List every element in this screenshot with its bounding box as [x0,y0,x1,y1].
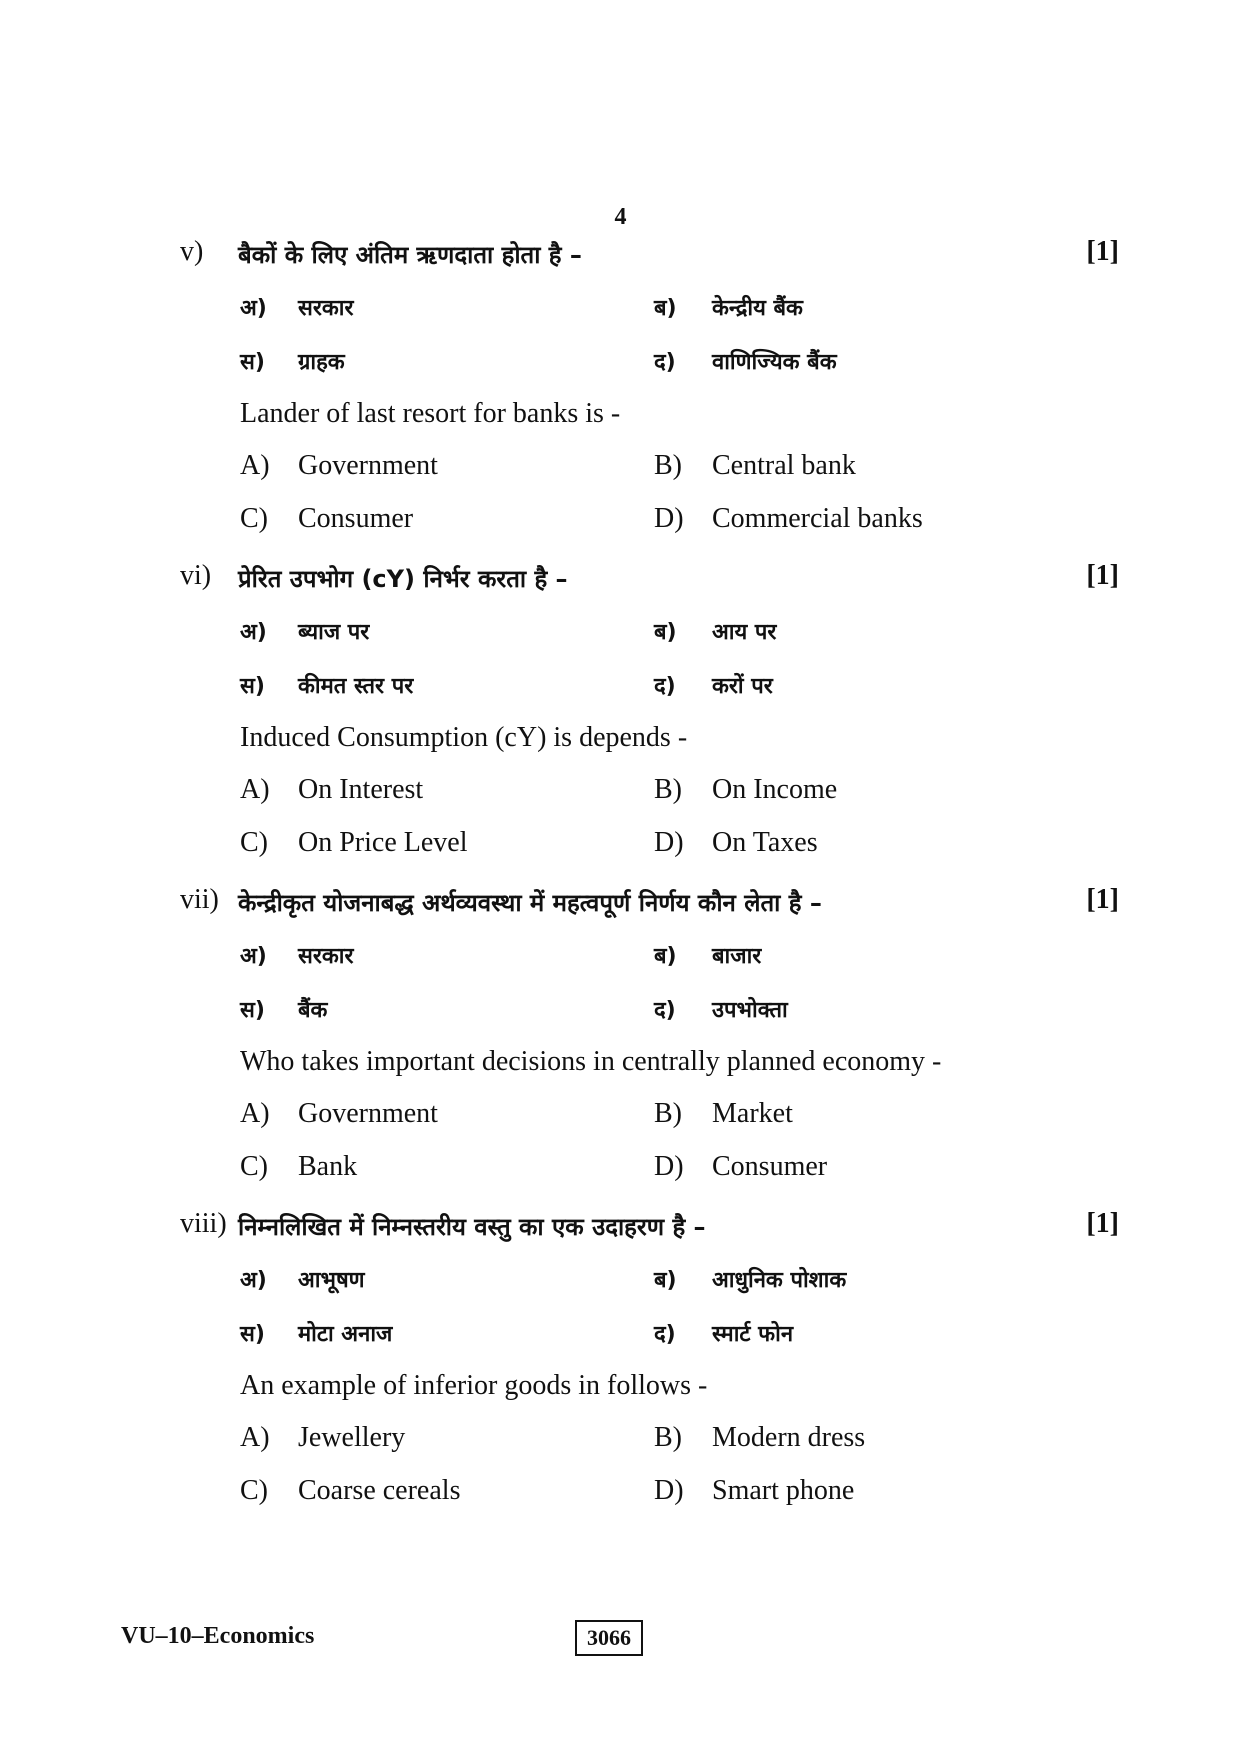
option-label: अ) [240,944,267,969]
option-label: स) [240,350,265,375]
english-options-row [0,1475,1241,1515]
option-label: C) [240,503,268,534]
option-label: A) [240,450,270,481]
option-label: अ) [240,1268,267,1293]
option-text: सरकार [298,944,354,969]
option-label: B) [654,774,682,805]
option-text: ब्याज पर [298,620,370,645]
option-text: Market [712,1098,793,1129]
hindi-options-row [0,292,1241,332]
option-text: Commercial banks [712,503,923,534]
english-options-row [0,1098,1241,1138]
english-options-row [0,827,1241,867]
option-label: A) [240,1422,270,1453]
option-label: द) [654,674,676,699]
option-text: आधुनिक पोशाक [712,1268,847,1293]
option-label: C) [240,827,268,858]
option-text: केन्द्रीय बैंक [712,296,803,321]
option-text: Government [298,1098,438,1129]
option-label: D) [654,1151,684,1182]
option-label: अ) [240,296,267,321]
hindi-options-row [0,1318,1241,1358]
option-label: द) [654,350,676,375]
hindi-options-row [0,1264,1241,1304]
option-label: D) [654,1475,684,1506]
option-text: स्मार्ट फोन [712,1322,794,1347]
question-marks: [1] [1086,884,1119,915]
option-label: द) [654,998,676,1023]
option-text: On Interest [298,774,424,805]
question-number: viii) [180,1208,227,1239]
question-viii [0,1208,1241,1748]
option-text: आभूषण [298,1268,365,1293]
option-text: Jewellery [298,1422,406,1453]
option-label: B) [654,450,682,481]
option-label: D) [654,503,684,534]
option-text: Central bank [712,450,856,481]
question-text-hindi: बैकों के लिए अंतिम ऋणदाता होता है – [238,241,582,269]
question-text-english: Who takes important decisions in centrally planned economy - [240,1046,942,1077]
option-text: Bank [298,1151,358,1182]
option-text: Consumer [712,1151,828,1182]
question-text-english: Induced Consumption (cY) is depends - [240,722,688,753]
option-text: बाजार [712,944,762,969]
option-text: वाणिज्यिक बैंक [712,350,837,375]
question-text-english: Lander of last resort for banks is - [240,398,621,429]
option-text: Consumer [298,503,414,534]
option-text: Coarse cereals [298,1475,461,1506]
question-text-hindi: केन्द्रीकृत योजनाबद्ध अर्थव्यवस्था में महत्वपूर्ण निर्णय कौन लेता है – [238,889,822,917]
hindi-options-row [0,994,1241,1034]
option-label: द) [654,1322,676,1347]
question-text-hindi: प्रेरित उपभोग (cY) निर्भर करता है – [238,565,568,593]
footer-subject-code: VU–10–Economics [121,1623,315,1649]
hindi-options-row [0,346,1241,386]
question-number: v) [180,236,204,267]
option-label: ब) [654,944,677,969]
option-text: Government [298,450,438,481]
option-label: स) [240,998,265,1023]
question-marks: [1] [1086,236,1119,267]
question-number: vii) [180,884,219,915]
option-label: A) [240,1098,270,1129]
hindi-options-row [0,940,1241,980]
option-label: A) [240,774,270,805]
english-options-row [0,1151,1241,1191]
english-options-row [0,503,1241,543]
option-label: B) [654,1098,682,1129]
option-text: करों पर [712,674,773,699]
option-label: अ) [240,620,267,645]
option-text: बैंक [298,998,328,1023]
option-label: D) [654,827,684,858]
option-label: ब) [654,620,677,645]
question-number: vi) [180,560,212,591]
option-label: ब) [654,1268,677,1293]
option-label: C) [240,1475,268,1506]
option-text: On Price Level [298,827,468,858]
footer-paper-number: 3066 [575,1620,643,1656]
question-marks: [1] [1086,560,1119,591]
option-label: C) [240,1151,268,1182]
hindi-options-row [0,616,1241,656]
option-label: ब) [654,296,677,321]
option-text: ग्राहक [298,350,345,375]
option-text: On Income [712,774,838,805]
hindi-options-row [0,670,1241,710]
question-text-english: An example of inferior goods in follows - [240,1370,708,1401]
option-text: मोटा अनाज [298,1322,393,1347]
option-label: स) [240,674,265,699]
option-label: स) [240,1322,265,1347]
option-text: Modern dress [712,1422,866,1453]
option-text: आय पर [712,620,777,645]
question-marks: [1] [1086,1208,1119,1239]
option-text: कीमत स्तर पर [298,674,414,699]
english-options-row [0,450,1241,490]
question-text-hindi: निम्नलिखित में निम्नस्तरीय वस्तु का एक उदाहरण है – [238,1213,706,1241]
option-label: B) [654,1422,682,1453]
english-options-row [0,1422,1241,1462]
page-number: 4 [614,204,627,230]
option-text: सरकार [298,296,354,321]
option-text: Smart phone [712,1475,855,1506]
option-text: On Taxes [712,827,818,858]
english-options-row [0,774,1241,814]
option-text: उपभोक्ता [712,998,788,1023]
